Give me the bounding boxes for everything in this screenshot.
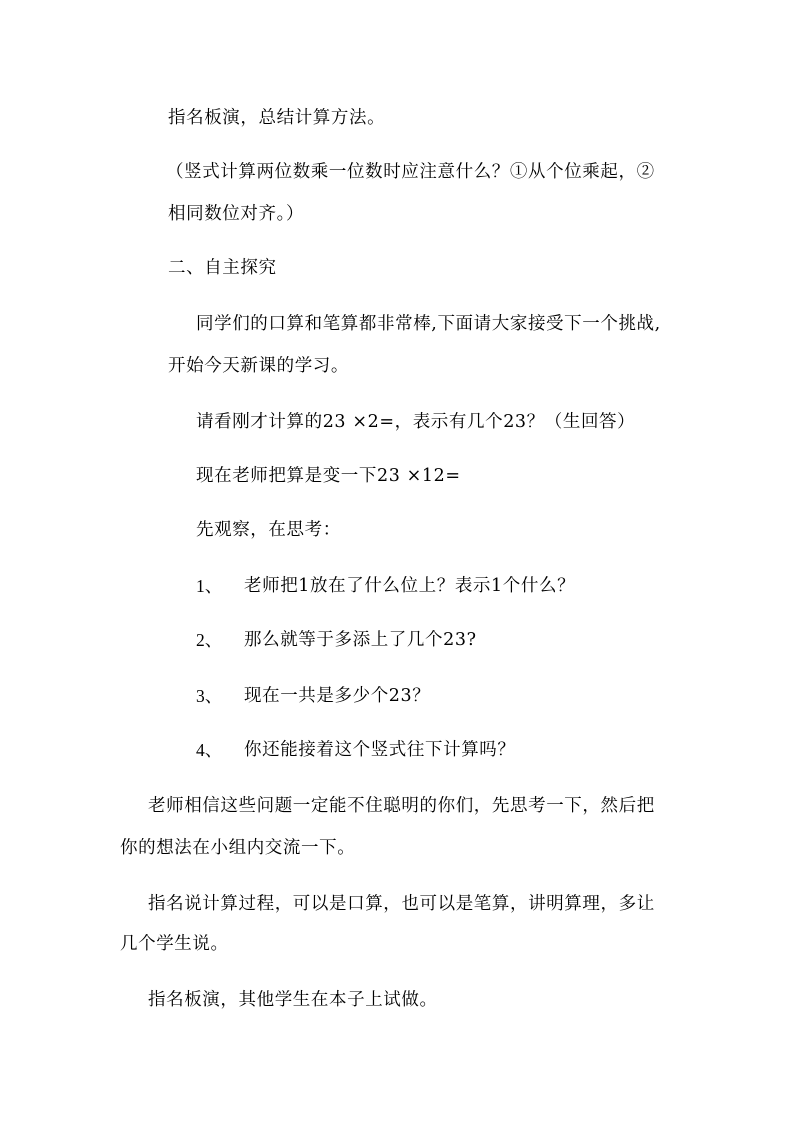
text-line-intro-part2: 开始今天新课的学习。 <box>168 356 349 376</box>
question-text: 你还能接着这个竖式往下计算吗？ <box>244 740 516 760</box>
text-line-teacher-trust-part2: 你的想法在小组内交流一下。 <box>120 838 356 858</box>
question-text: 老师把1放在了什么位上？表示1个什么？ <box>244 576 576 596</box>
question-number: 2、 <box>196 630 223 650</box>
text-line-transform: 现在老师把算是变一下23 ×12= <box>196 466 461 486</box>
question-number: 1、 <box>196 576 223 596</box>
text-line-board-demo: 指名板演，总结计算方法。 <box>168 108 386 128</box>
text-line-explain-part1: 指名说计算过程，可以是口算，也可以是笔算，讲明算理，多让 <box>148 894 655 914</box>
section-heading: 二、自主探究 <box>168 258 277 278</box>
text-line-teacher-trust-part1: 老师相信这些问题一定能不住聪明的你们，先思考一下，然后把 <box>148 796 655 816</box>
question-number: 4、 <box>196 740 223 760</box>
text-line-observe: 先观察，在思考： <box>196 520 341 540</box>
question-text: 那么就等于多添上了几个23? <box>244 630 477 650</box>
text-line-review: 请看刚才计算的23 ×2=，表示有几个23？（生回答） <box>196 412 636 432</box>
text-line-explain-part2: 几个学生说。 <box>120 934 229 954</box>
text-line-note-part2: 相同数位对齐。） <box>168 204 305 224</box>
text-line-intro-part1: 同学们的口算和笔算都非常棒,下面请大家接受下一个挑战, <box>196 314 661 334</box>
question-text: 现在一共是多少个23？ <box>244 686 431 706</box>
text-line-practice: 指名板演，其他学生在本子上试做。 <box>148 990 438 1010</box>
question-number: 3、 <box>196 686 223 706</box>
text-line-note-part1: （竖式计算两位数乘一位数时应注意什么？①从个位乘起，② <box>166 162 655 182</box>
